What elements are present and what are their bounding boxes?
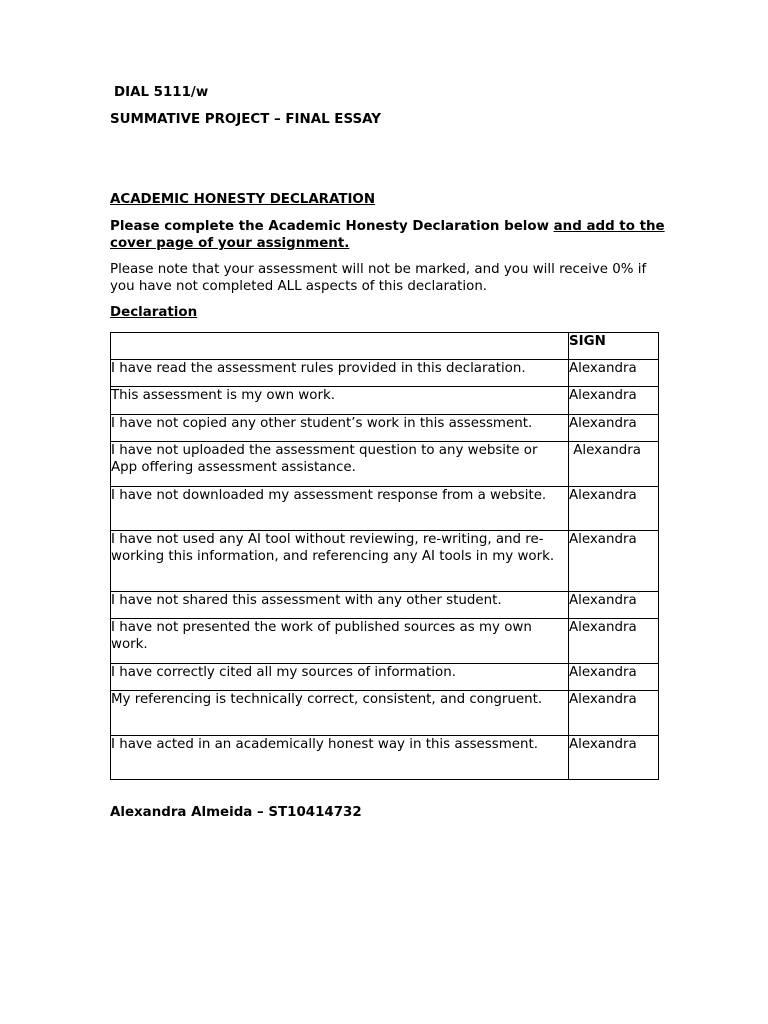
- statement-cell: I have not presented the work of published sources as my own work.: [111, 619, 569, 664]
- signature-cell: Alexandra: [569, 415, 659, 442]
- statement-cell: My referencing is technically correct, consistent, and congruent.: [111, 691, 569, 736]
- instruction-paragraph: [110, 218, 670, 252]
- signature-cell: Alexandra: [569, 736, 659, 780]
- statement-cell: I have not copied any other student’s work in this assessment.: [111, 415, 569, 442]
- instruction-text: Please complete the Academic Honesty Declaration below: [110, 219, 554, 234]
- signature-cell: Alexandra: [569, 664, 659, 691]
- statement-cell: I have not downloaded my assessment response from a website.: [111, 487, 569, 531]
- instruction-underlined-text: and add to the cover page of your assignment.: [110, 219, 665, 251]
- marking-note: Please note that your assessment will not be marked, and you will receive 0% if you have not completed ALL aspects of this declaration.: [110, 262, 647, 294]
- statement-cell: I have correctly cited all my sources of information.: [111, 664, 569, 691]
- table-row: [111, 531, 659, 592]
- table-row: [111, 619, 659, 664]
- table-row: [111, 360, 659, 387]
- statement-cell: I have not uploaded the assessment question to any website or App offering assessment assistance.: [111, 442, 569, 487]
- table-row: [111, 736, 659, 780]
- signature-cell: Alexandra: [569, 691, 659, 736]
- table-row: [111, 415, 659, 442]
- signature-cell: Alexandra: [569, 531, 659, 592]
- signature-cell: Alexandra: [569, 487, 659, 531]
- statement-column-header: [111, 333, 569, 360]
- statement-cell: I have acted in an academically honest way in this assessment.: [111, 736, 569, 780]
- signature-cell: Alexandra: [569, 360, 659, 387]
- table-row: [111, 592, 659, 619]
- table-row: [111, 387, 659, 415]
- statement-cell: I have not shared this assessment with any other student.: [111, 592, 569, 619]
- table-row: [111, 664, 659, 691]
- declaration-subheading: Declaration: [110, 305, 198, 320]
- author-line: Alexandra Almeida – ST10414732: [110, 805, 362, 820]
- project-title: SUMMATIVE PROJECT – FINAL ESSAY: [110, 112, 381, 127]
- statement-cell: I have read the assessment rules provided in this declaration.: [111, 360, 569, 387]
- table-row: [111, 442, 659, 487]
- statement-cell: This assessment is my own work.: [111, 387, 569, 415]
- signature-cell: Alexandra: [569, 592, 659, 619]
- table-row: [111, 487, 659, 531]
- declaration-heading: ACADEMIC HONESTY DECLARATION: [110, 192, 376, 207]
- statement-cell: I have not used any AI tool without reviewing, re-writing, and re-working this information, and referencing any AI tools in my work.: [111, 531, 569, 592]
- sign-column-header: SIGN: [569, 333, 659, 360]
- declaration-table: [110, 332, 659, 780]
- signature-cell: Alexandra: [569, 442, 659, 487]
- course-code: DIAL 5111/w: [114, 85, 209, 100]
- table-header-row: [111, 333, 659, 360]
- signature-cell: Alexandra: [569, 387, 659, 415]
- table-row: [111, 691, 659, 736]
- signature-cell: Alexandra: [569, 619, 659, 664]
